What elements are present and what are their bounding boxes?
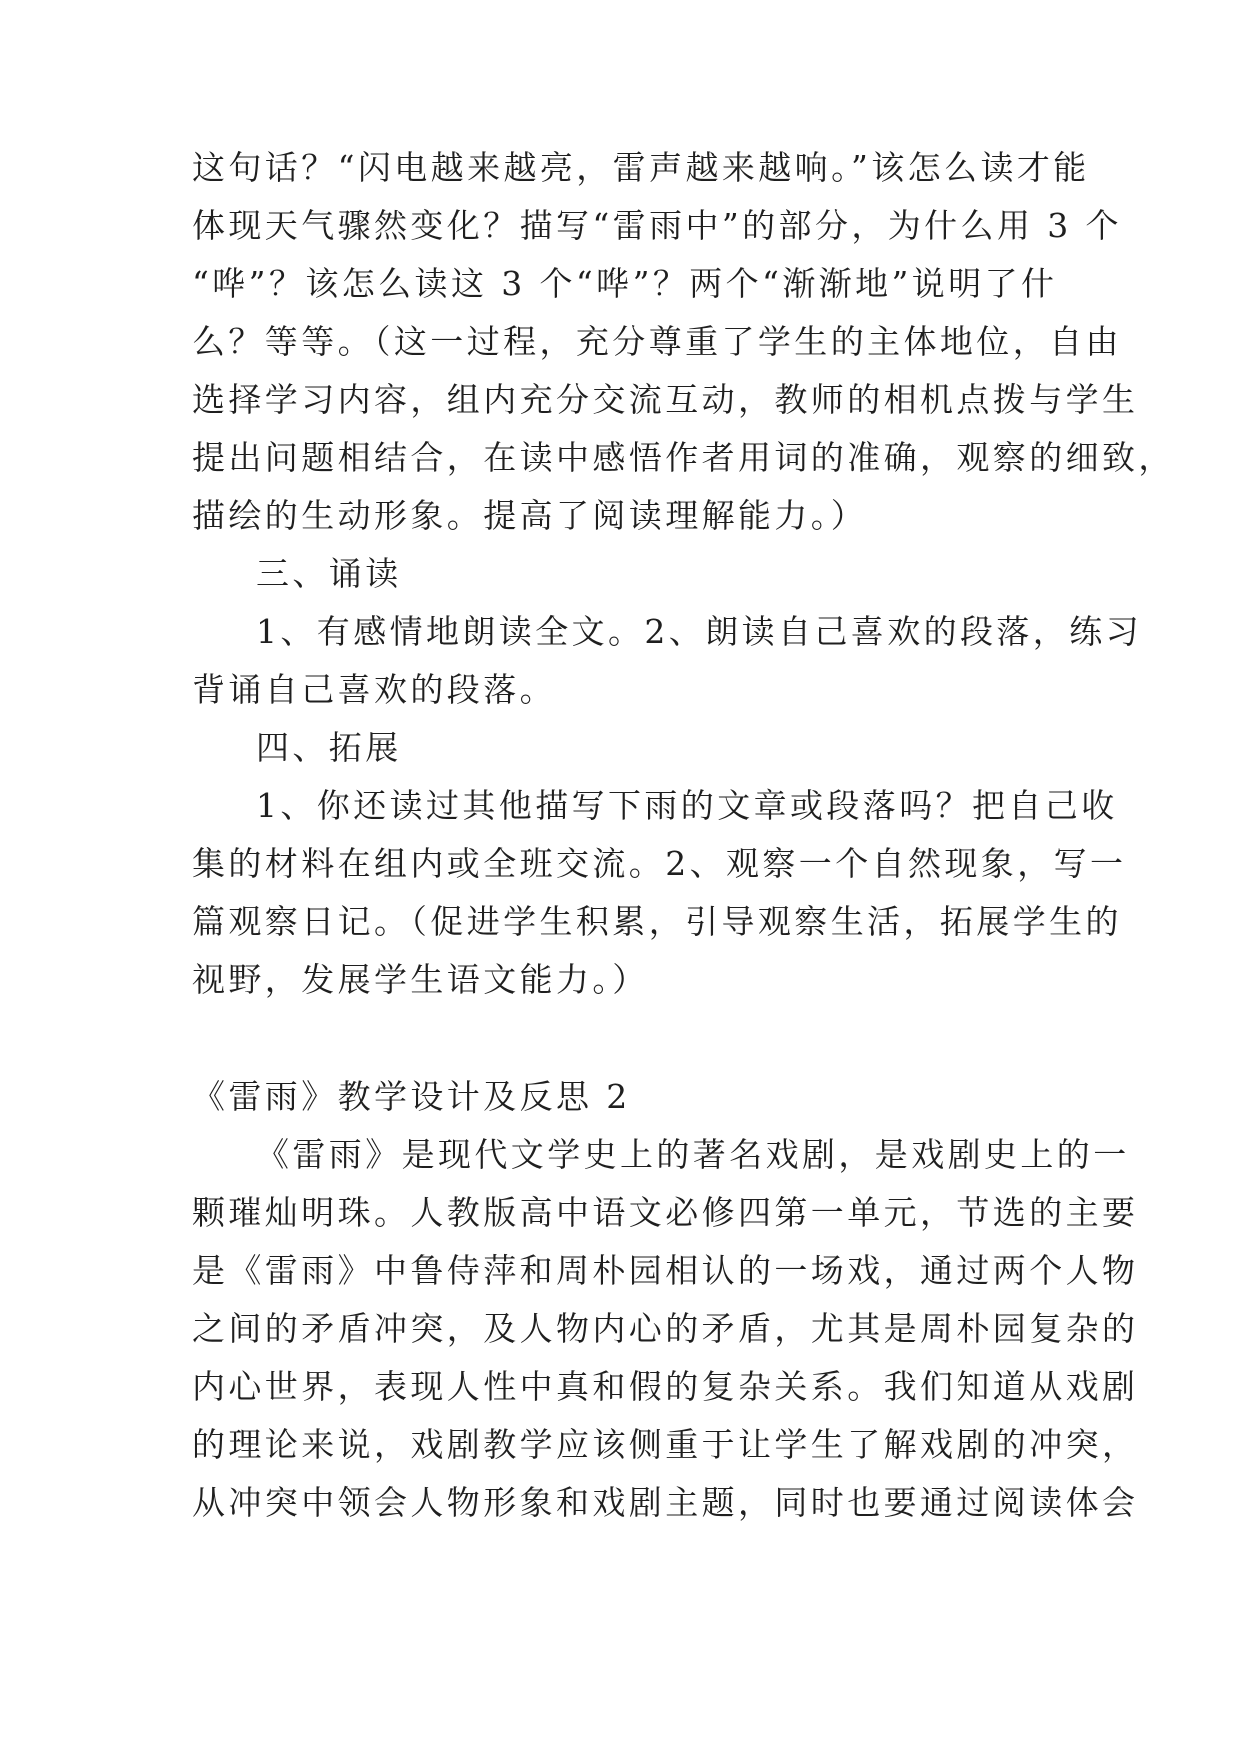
paragraph-line: 篇观察日记。（促进学生积累，引导观察生活，拓展学生的 bbox=[192, 902, 1122, 941]
paragraph-line: 1、你还读过其他描写下雨的文章或段落吗？把自己收 bbox=[256, 786, 1118, 825]
paragraph-line: 是《雷雨》中鲁侍萍和周朴园相认的一场戏，通过两个人物 bbox=[192, 1251, 1139, 1290]
paragraph-line: 内心世界，表现人性中真和假的复杂关系。我们知道从戏剧 bbox=[192, 1367, 1139, 1406]
section-heading: 三、诵读 bbox=[256, 554, 402, 593]
paragraph-line: 体现天气骤然变化？描写“雷雨中”的部分，为什么用 3 个 bbox=[192, 206, 1122, 245]
paragraph-line: 集的材料在组内或全班交流。2、观察一个自然现象，写一 bbox=[192, 844, 1127, 883]
paragraph-line: 视野，发展学生语文能力。） bbox=[192, 960, 649, 999]
paragraph-line: 背诵自己喜欢的段落。 bbox=[192, 670, 556, 709]
article-title: 《雷雨》教学设计及反思 2 bbox=[192, 1077, 631, 1116]
paragraph-line: 之间的矛盾冲突，及人物内心的矛盾，尤其是周朴园复杂的 bbox=[192, 1309, 1139, 1348]
paragraph-line: 1、有感情地朗读全文。2、朗读自己喜欢的段落，练习 bbox=[256, 612, 1142, 651]
paragraph-line: 《雷雨》是现代文学史上的著名戏剧，是戏剧史上的一 bbox=[256, 1135, 1130, 1174]
paragraph-line: 提出问题相结合，在读中感悟作者用词的准确，观察的细致， bbox=[192, 438, 1175, 477]
paragraph-line: “哗”？该怎么读这 3 个“哗”？两个“渐渐地”说明了什 bbox=[192, 264, 1058, 303]
paragraph-line: 的理论来说，戏剧教学应该侧重于让学生了解戏剧的冲突， bbox=[192, 1425, 1139, 1464]
paragraph-line: 这句话？“闪电越来越亮，雷声越来越响。”该怎么读才能 bbox=[192, 148, 1090, 187]
paragraph-line: 从冲突中领会人物形象和戏剧主题，同时也要通过阅读体会 bbox=[192, 1483, 1139, 1522]
paragraph-line: 颗璀灿明珠。人教版高中语文必修四第一单元，节选的主要 bbox=[192, 1193, 1139, 1232]
paragraph-line: 选择学习内容，组内充分交流互动，教师的相机点拨与学生 bbox=[192, 380, 1139, 419]
section-heading: 四、拓展 bbox=[256, 728, 402, 767]
paragraph-line: 描绘的生动形象。提高了阅读理解能力。） bbox=[192, 496, 868, 535]
paragraph-line: 么？等等。（这一过程，充分尊重了学生的主体地位，自由 bbox=[192, 322, 1122, 361]
